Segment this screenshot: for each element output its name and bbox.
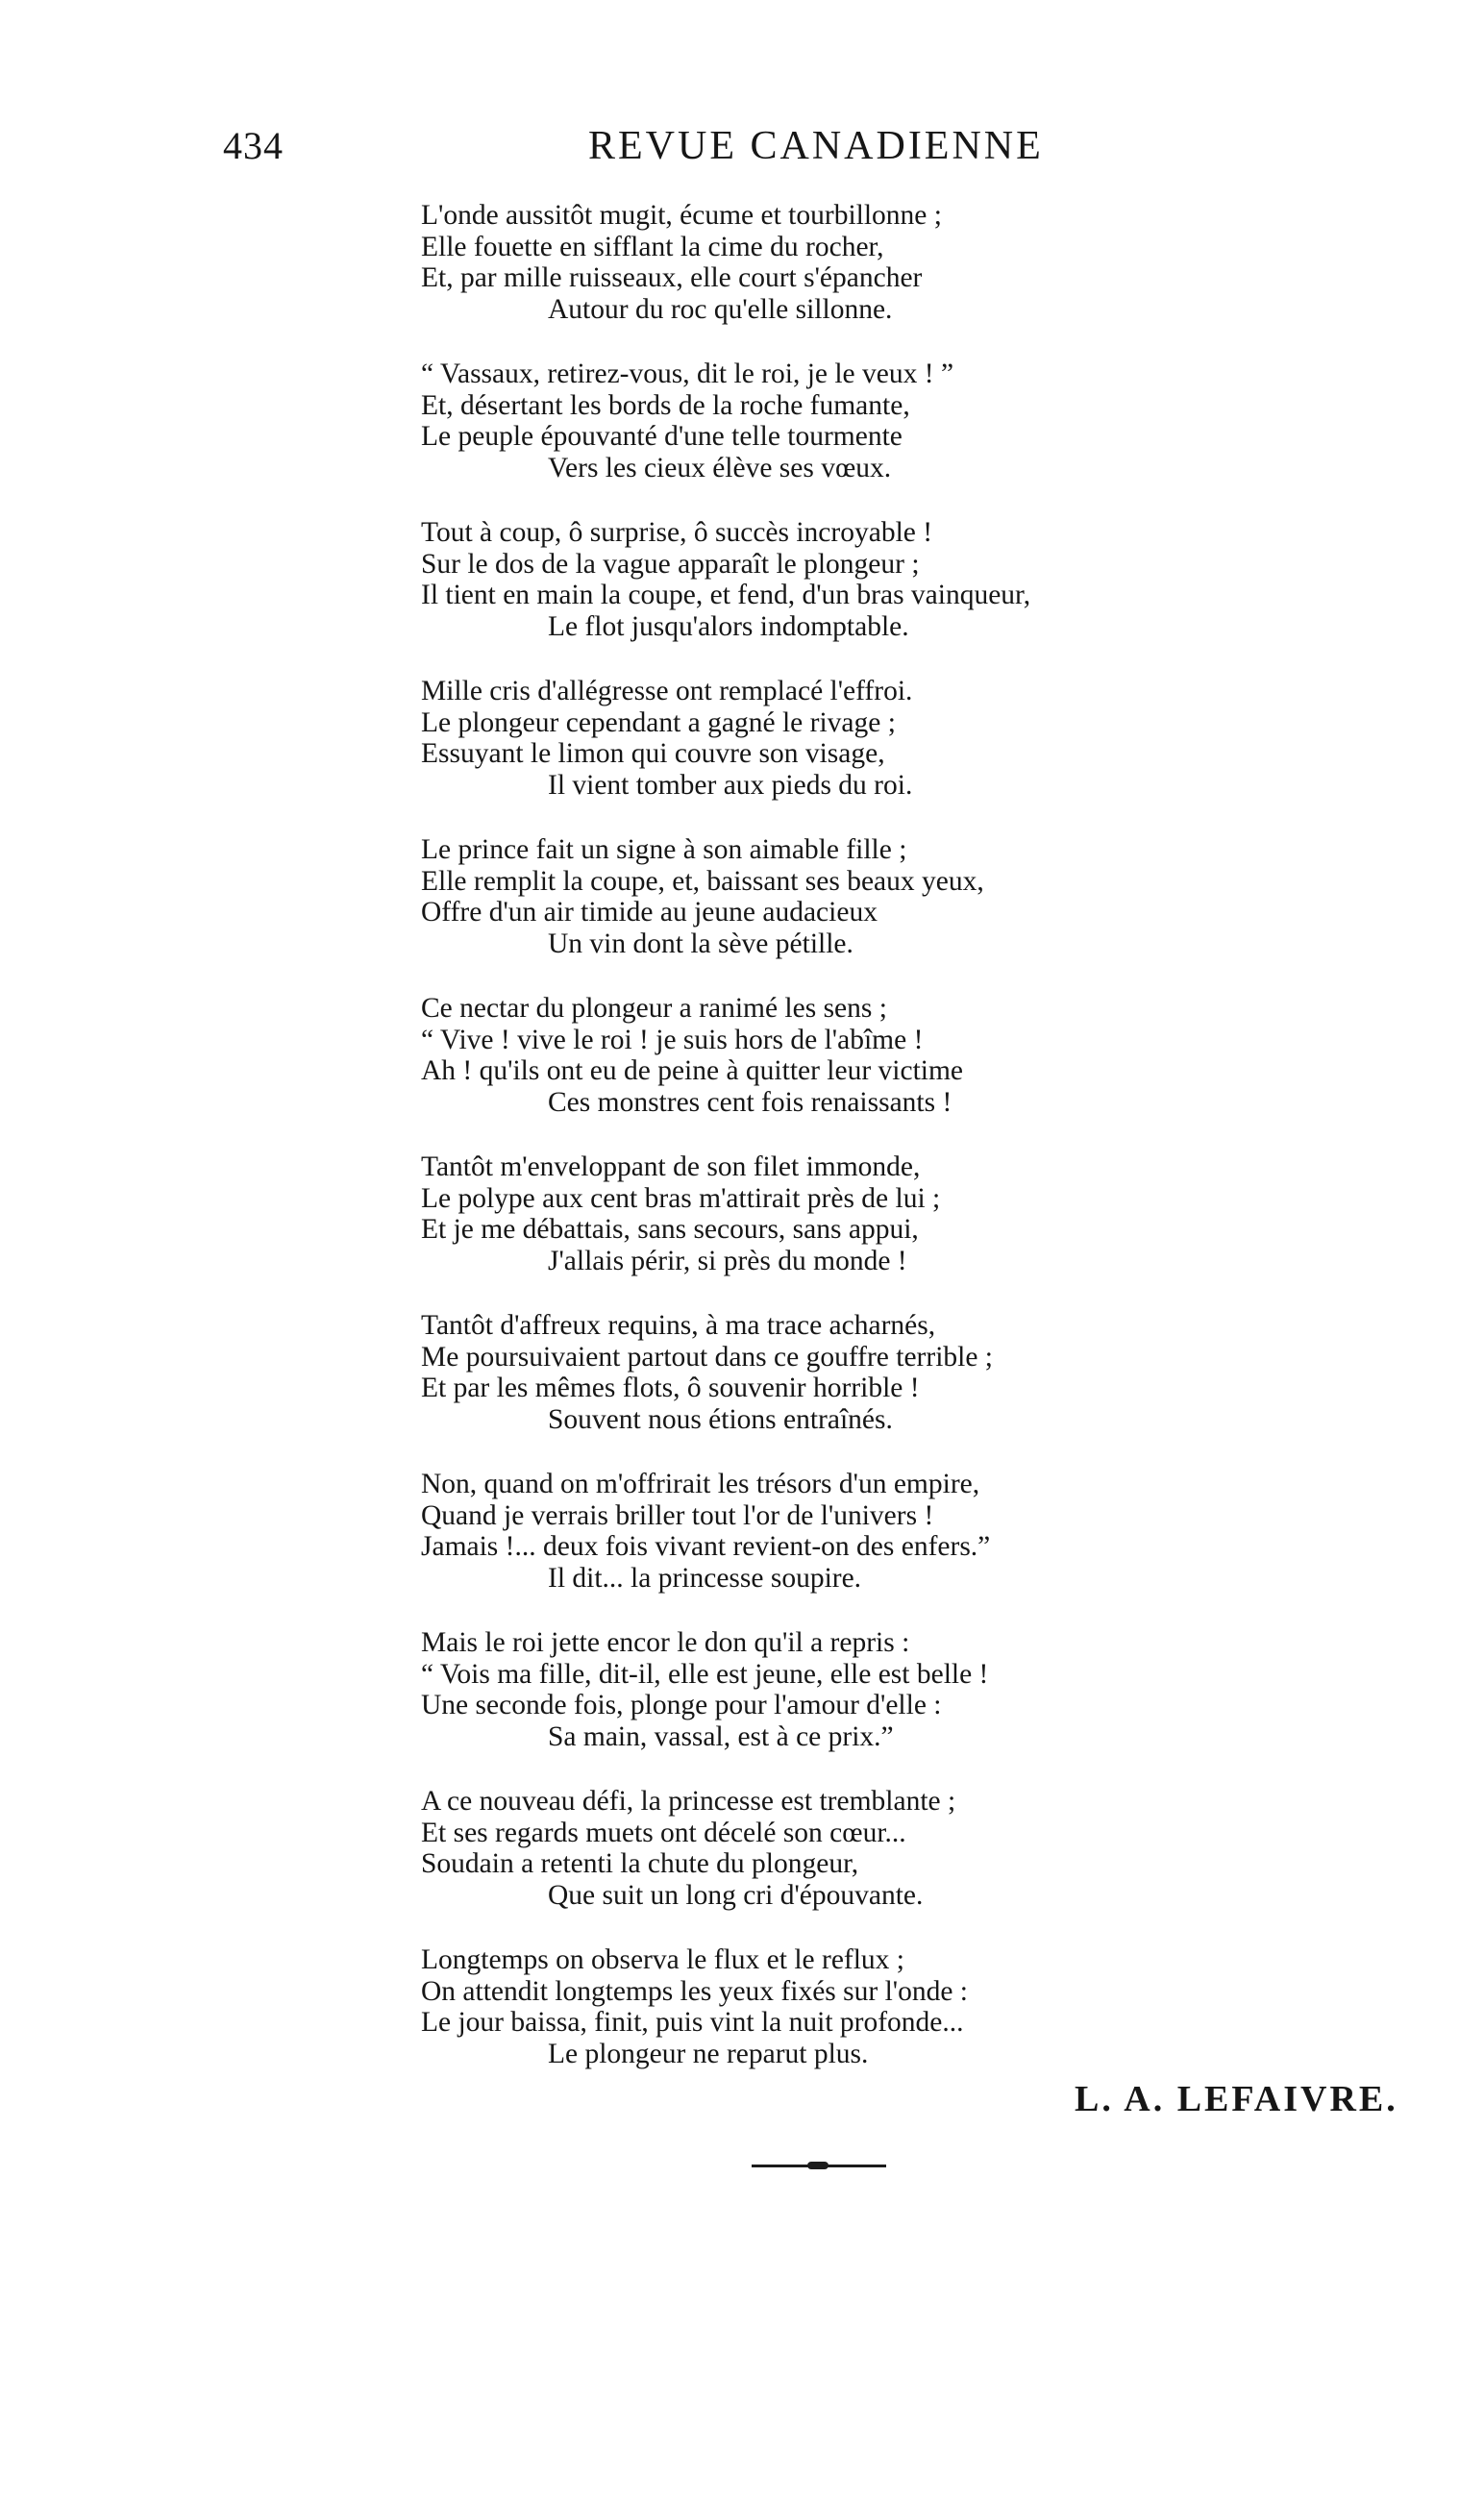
poem-line: Et par les mêmes flots, ô souvenir horrible !: [421, 1373, 920, 1403]
poem-line: Mille cris d'allégresse ont remplacé l'effroi.: [421, 676, 913, 706]
stanza: [421, 993, 1392, 1118]
poem-line: Tantôt m'enveloppant de son filet immonde,: [421, 1151, 921, 1182]
poem-line: Le plongeur ne reparut plus.: [548, 2038, 869, 2069]
poem-line: Il vient tomber aux pieds du roi.: [548, 769, 913, 801]
poem-line: Le polype aux cent bras m'attirait près de lui ;: [421, 1182, 941, 1214]
page-header: [0, 123, 1484, 181]
poem-line: Sur le dos de la vague apparaît le plongeur ;: [421, 548, 920, 580]
stanza: [421, 1310, 1392, 1435]
stanza: [421, 359, 1392, 483]
poem-line: Une seconde fois, plonge pour l'amour d'elle :: [421, 1690, 942, 1720]
poem-line: Longtemps on observa le flux et le reflux ;: [421, 1944, 904, 1975]
poem-line: Autour du roc qu'elle sillonne.: [548, 293, 893, 325]
poem-line: Soudain a retenti la chute du plongeur,: [421, 1848, 859, 1879]
poem-line: Le plongeur cependant a gagné le rivage ;: [421, 706, 896, 738]
poem-line: Que suit un long cri d'épouvante.: [548, 1879, 924, 1911]
poem-line: Un vin dont la sève pétille.: [548, 928, 853, 959]
poem-line: “ Vassaux, retirez-vous, dit le roi, je le veux ! ”: [421, 359, 954, 389]
stanza: [421, 834, 1392, 959]
poem-line: Il dit... la princesse soupire.: [548, 1562, 862, 1594]
poem-line: Le prince fait un signe à son aimable fille ;: [421, 834, 907, 865]
poem-line: Jamais !... deux fois vivant revient-on des enfers.”: [421, 1531, 991, 1562]
poem-line: Le flot jusqu'alors indomptable.: [548, 610, 909, 642]
stanza: [421, 1151, 1392, 1276]
stanza: [421, 1627, 1392, 1752]
poem-line: Souvent nous étions entraînés.: [548, 1403, 893, 1435]
stanza: [421, 517, 1392, 642]
poem-line: Essuyant le limon qui couvre son visage,: [421, 738, 885, 769]
poem-line: Tantôt d'affreux requins, à ma trace acharnés,: [421, 1310, 936, 1341]
poem-line: Elle fouette en sifflant la cime du rocher,: [421, 231, 884, 262]
poem-line: Non, quand on m'offrirait les trésors d'un empire,: [421, 1469, 980, 1499]
poem-line: Le peuple épouvanté d'une telle tourmente: [421, 421, 903, 452]
poem-line: Mais le roi jette encor le don qu'il a repris :: [421, 1627, 910, 1658]
stanza: [421, 200, 1392, 325]
poem-line: Ce nectar du plongeur a ranimé les sens ;: [421, 993, 887, 1024]
poem-line: “ Vois ma fille, dit-il, elle est jeune, elle est belle !: [421, 1658, 989, 1690]
poem-line: Il tient en main la coupe, et fend, d'un bras vainqueur,: [421, 580, 1031, 610]
poem-line: Sa main, vassal, est à ce prix.”: [548, 1720, 894, 1752]
stanza: [421, 1944, 1392, 2069]
poem-line: Offre d'un air timide au jeune audacieux: [421, 897, 878, 928]
poem-line: Elle remplit la coupe, et, baissant ses beaux yeux,: [421, 865, 984, 897]
stanza: [421, 676, 1392, 801]
poem: [421, 200, 1392, 2103]
poem-line: Quand je verrais briller tout l'or de l'univers !: [421, 1499, 934, 1531]
stanza: [421, 1786, 1392, 1911]
poem-line: J'allais périr, si près du monde !: [548, 1245, 907, 1276]
ornament-flourish: [807, 2162, 829, 2169]
poem-line: L'onde aussitôt mugit, écume et tourbillonne ;: [421, 200, 942, 231]
author-signature: L. A. LEFAIVRE.: [1075, 2079, 1398, 2119]
poem-line: Et, par mille ruisseaux, elle court s'épancher: [421, 262, 923, 293]
poem-line: Vers les cieux élève ses vœux.: [548, 452, 892, 483]
poem-line: Me poursuivaient partout dans ce gouffre terrible ;: [421, 1341, 993, 1373]
poem-line: Et ses regards muets ont décelé son cœur...: [421, 1817, 906, 1848]
closing-ornament: [752, 2160, 886, 2171]
poem-line: Et, désertant les bords de la roche fumante,: [421, 389, 910, 421]
poem-line: Tout à coup, ô surprise, ô succès incroyable !: [421, 517, 933, 548]
poem-line: A ce nouveau défi, la princesse est tremblante ;: [421, 1786, 956, 1817]
poem-line: Ces monstres cent fois renaissants !: [548, 1086, 952, 1118]
running-title: REVUE CANADIENNE: [588, 124, 1044, 168]
poem-line: Et je me débattais, sans secours, sans appui,: [421, 1214, 919, 1245]
poem-line: On attendit longtemps les yeux fixés sur l'onde :: [421, 1975, 968, 2007]
page-number: 434: [223, 124, 284, 167]
poem-line: Le jour baissa, finit, puis vint la nuit profonde...: [421, 2007, 964, 2038]
stanza: [421, 1469, 1392, 1594]
poem-line: “ Vive ! vive le roi ! je suis hors de l'abîme !: [421, 1024, 924, 1055]
poem-line: Ah ! qu'ils ont eu de peine à quitter leur victime: [421, 1055, 964, 1086]
